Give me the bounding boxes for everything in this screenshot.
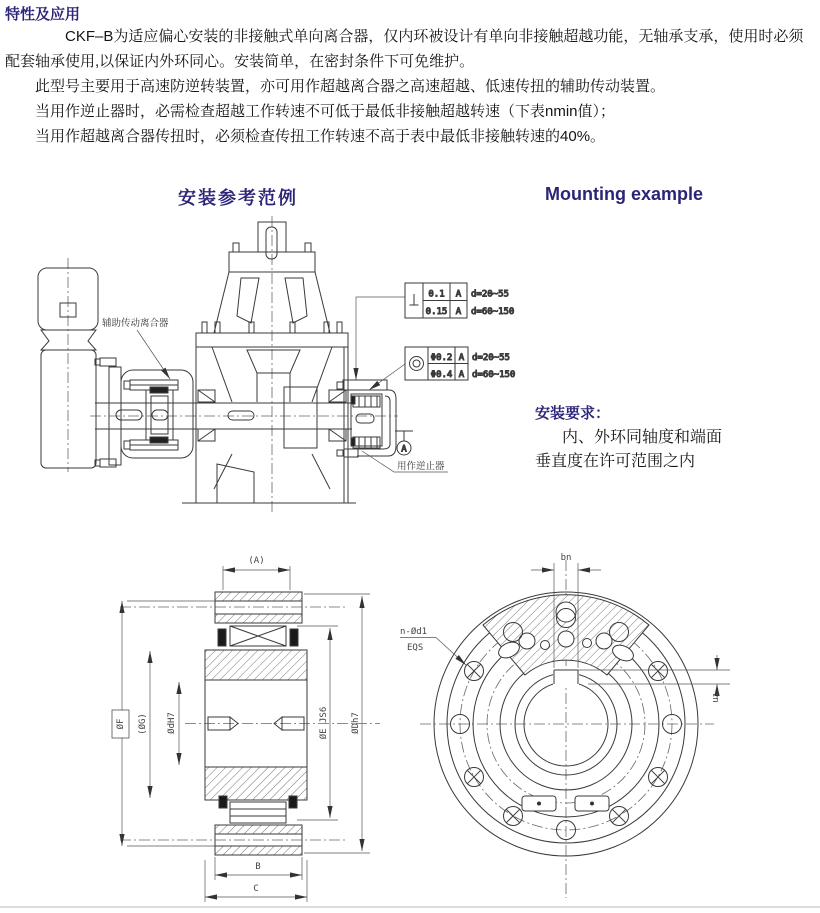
dim-F: ØF bbox=[116, 718, 126, 730]
tolerance-range: d=60~150 bbox=[471, 307, 515, 317]
paragraph: 此型号主要用于高速防逆转装置，亦可用作超越离合器之高速超越、低速传扭的辅助传动装置。 bbox=[35, 78, 666, 95]
tolerance-value: Φ0.2 bbox=[430, 353, 453, 363]
paragraph: 当用作逆止器时，必需检查超越工作转速不可低于最低非接触超越转速（下表nmin值）； bbox=[35, 103, 616, 120]
requirements-heading: 安装要求： bbox=[535, 405, 611, 422]
dim-bn: bn bbox=[560, 553, 572, 563]
paragraph: 当用作超越离合器传扭时，必须检查传扭工作转速不高于表中最低非接触转速的40%。 bbox=[35, 128, 606, 145]
aux-clutch-label: 辅助传动离合器 bbox=[102, 318, 169, 329]
backstop-label: 用作逆止器 bbox=[397, 461, 445, 472]
datum-symbol bbox=[395, 431, 413, 455]
paragraph: CKF–B为适应偏心安装的非接触式单向离合器，仅内环被设计有单向非接触超越功能，无轴承支承，使用时必须配套轴承使用,以保证内外环同心。安装简单，在密封条件下可免维护。 bbox=[5, 28, 804, 70]
concentricity-icon bbox=[410, 357, 424, 371]
tolerance-range: d=20~55 bbox=[472, 353, 510, 363]
front-view bbox=[400, 553, 730, 898]
tolerance-range: d=60~150 bbox=[472, 370, 516, 380]
dim-D: ØDh7 bbox=[351, 712, 361, 734]
tolerance-range: d=20~55 bbox=[471, 289, 509, 300]
dim-A: (A) bbox=[248, 556, 265, 566]
dim-holes-count: n-Ød1 bbox=[400, 627, 428, 637]
section-heading-en: Mounting example bbox=[545, 184, 704, 204]
tolerance-datum: A bbox=[458, 370, 465, 380]
dim-tn: tn bbox=[710, 692, 720, 703]
section-view bbox=[112, 556, 380, 902]
gearbox bbox=[182, 222, 356, 503]
dim-E: ØE JS6 bbox=[319, 706, 329, 740]
tolerance-value: 0.15 bbox=[425, 307, 448, 317]
tolerance-frame-perpendicularity bbox=[405, 283, 514, 318]
tolerance-datum: A bbox=[455, 307, 462, 317]
intro-paragraphs bbox=[5, 24, 805, 149]
datum-letter: A bbox=[401, 444, 407, 455]
aux-clutch bbox=[121, 370, 193, 458]
dim-d: ØdH7 bbox=[167, 712, 177, 734]
perpendicularity-icon bbox=[410, 294, 419, 305]
mounting-requirements bbox=[535, 402, 805, 474]
tolerance-datum: A bbox=[455, 289, 462, 300]
dim-C: C bbox=[253, 884, 259, 894]
dim-G: (ØG) bbox=[138, 713, 148, 735]
dim-B: B bbox=[255, 862, 261, 872]
mounting-example-drawing bbox=[20, 213, 690, 525]
tolerance-value: Φ0.4 bbox=[430, 370, 453, 380]
page-title: 特性及应用 bbox=[5, 6, 81, 23]
tolerance-value: 0.1 bbox=[428, 289, 445, 300]
requirements-line: 内、外环同轴度和端面 bbox=[562, 429, 723, 446]
tolerance-frame-concentricity bbox=[405, 347, 515, 380]
dim-holes-eqs: EQS bbox=[407, 643, 424, 653]
page-bottom-rule bbox=[0, 906, 820, 908]
dimension-drawing bbox=[95, 540, 740, 913]
section-heading-cn: 安装参考范例 bbox=[178, 188, 298, 208]
tolerance-datum: A bbox=[458, 353, 465, 363]
requirements-line: 垂直度在许可范围之内 bbox=[535, 453, 696, 470]
